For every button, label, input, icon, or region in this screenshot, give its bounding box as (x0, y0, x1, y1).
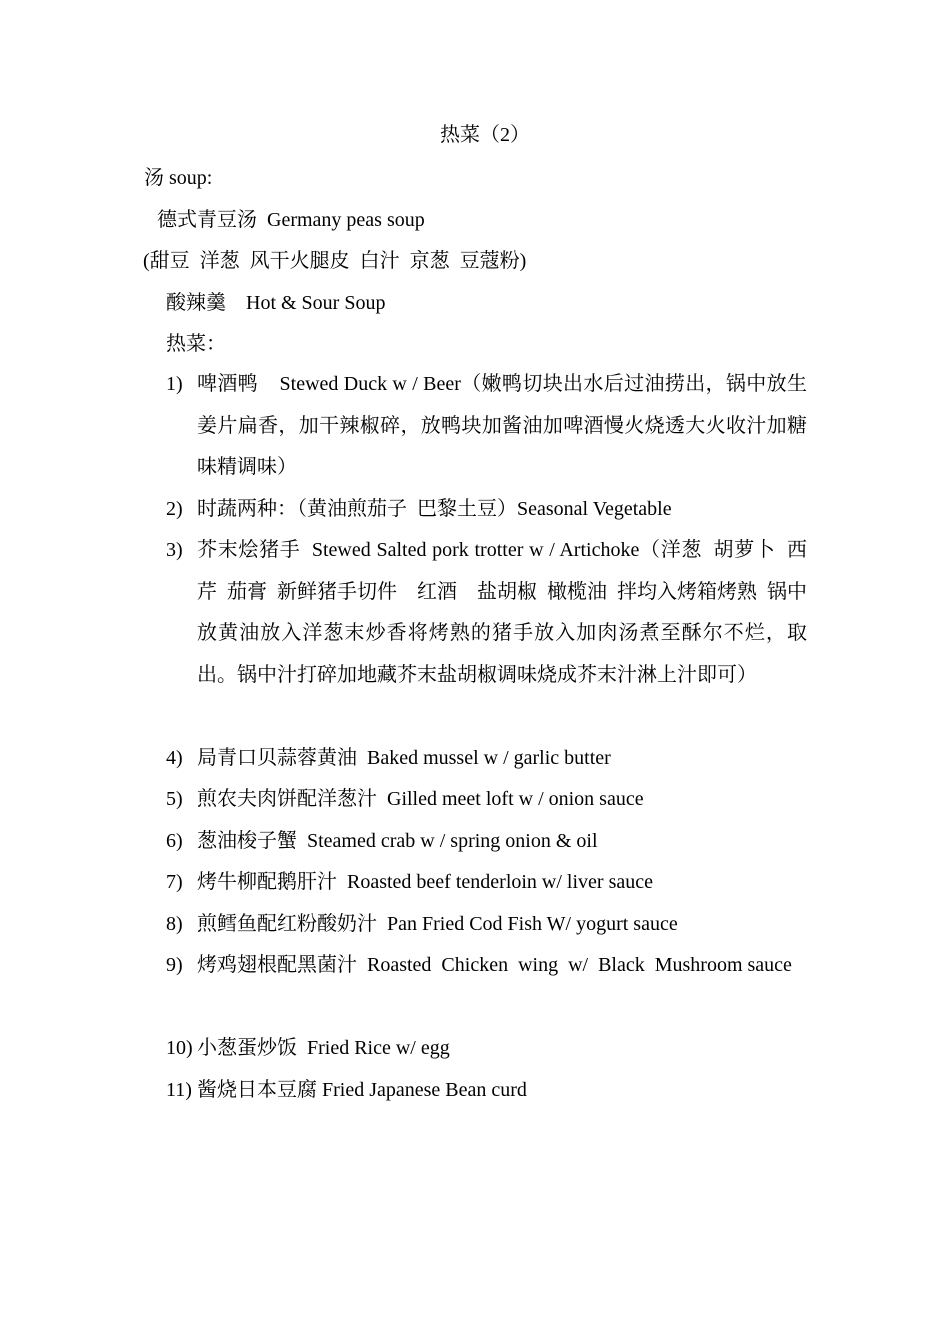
list-item (166, 364, 807, 489)
item-text: 烤鸡翅根配黑菌汁 Roasted Chicken wing w/ Black Mushroom sauce (197, 954, 792, 976)
list-item (166, 738, 807, 780)
item-number: 9) (166, 954, 183, 976)
soup-ingredients: (甜豆 洋葱 风干火腿皮 白汁 京葱 豆蔻粉) (143, 250, 527, 272)
item-number: 1) (166, 373, 183, 395)
list-item (166, 945, 807, 987)
item-number: 3) (166, 539, 183, 561)
item-text: 芥末烩猪手 Stewed Salted pork trotter w / Artichoke（洋葱 胡萝卜 西芹 茄膏 新鲜猪手切件 红酒 盐胡椒 橄榄油 拌均入烤箱烤熟 锅中放黄油放入洋葱末炒香将烤熟的猪手放入加肉汤煮至酥尔不烂，取出。锅中汁打碎加地藏芥末盐胡椒调味烧成芥末汁淋上汁即可） (197, 539, 807, 686)
item-text: 煎农夫肉饼配洋葱汁 Gilled meet loft w / onion sauce (197, 788, 644, 810)
list-item (166, 489, 807, 531)
item-number: 8) (166, 913, 183, 935)
soup-item-germany-peas: 德式青豆汤 Germany peas soup (157, 209, 425, 231)
list-item (166, 862, 807, 904)
item-text: 时蔬两种：（黄油煎茄子 巴黎土豆）Seasonal Vegetable (197, 498, 672, 520)
item-text: 酱烧日本豆腐 Fried Japanese Bean curd (197, 1079, 527, 1101)
item-number: 6) (166, 830, 183, 852)
item-text: 烤牛柳配鹅肝汁 Roasted beef tenderloin w/ liver sauce (197, 871, 653, 893)
item-text: 局青口贝蒜蓉黄油 Baked mussel w / garlic butter (197, 747, 611, 769)
list-item (166, 1028, 807, 1070)
item-number: 7) (166, 871, 183, 893)
item-number: 4) (166, 747, 183, 769)
item-number: 2) (166, 498, 183, 520)
item-number: 10) (166, 1037, 193, 1059)
item-text: 小葱蛋炒饭 Fried Rice w/ egg (197, 1037, 450, 1059)
list-item (166, 530, 807, 696)
page-title: 热菜（2） (440, 124, 530, 146)
list-item (166, 821, 807, 863)
soup-heading: 汤 soup: (144, 167, 213, 189)
list-item (166, 904, 807, 946)
item-text: 啤酒鸭 Stewed Duck w / Beer（嫩鸭切块出水后过油捞出，锅中放生姜片扁香，加干辣椒碎，放鸭块加酱油加啤酒慢火烧透大火收汁加糖味精调味） (197, 373, 807, 478)
list-item (166, 779, 807, 821)
hot-dishes-heading: 热菜： (166, 333, 226, 355)
item-number: 5) (166, 788, 183, 810)
soup-item-hot-sour: 酸辣羹 Hot & Sour Soup (166, 292, 386, 314)
item-text: 葱油梭子蟹 Steamed crab w / spring onion & oil (197, 830, 598, 852)
item-text: 煎鳕鱼配红粉酸奶汁 Pan Fried Cod Fish W/ yogurt sauce (197, 913, 678, 935)
list-item (166, 1070, 807, 1112)
item-number: 11) (166, 1079, 192, 1101)
